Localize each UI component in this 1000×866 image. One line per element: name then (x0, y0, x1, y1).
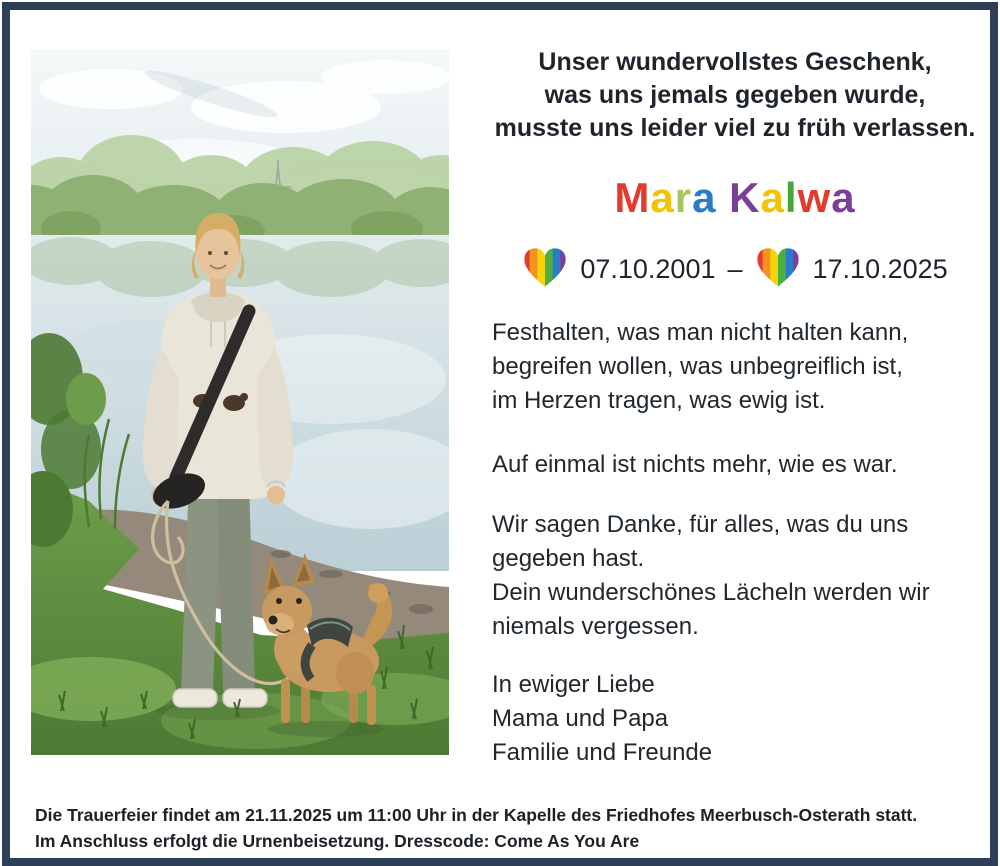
memorial-notice (2, 2, 998, 866)
thanks-line: Wir sagen Danke, für alles, was du uns (492, 511, 909, 538)
headline-line: was uns jemals gegeben wurde, (544, 81, 926, 109)
closing-line: Familie und Freunde (492, 739, 713, 766)
verse-line: begreifen wollen, was unbegreiflich ist, (492, 353, 903, 380)
closing-line: In ewiger Liebe (492, 671, 655, 698)
funeral-info (35, 802, 985, 854)
deceased-name: Mara Kalwa (614, 174, 856, 221)
thanks-paragraph (492, 508, 930, 644)
verse-line: im Herzen tragen, was ewig ist. (492, 387, 826, 414)
dog-shadow (268, 721, 384, 737)
birth-date: 07.10.2001 (580, 253, 716, 284)
verse-line: Festhalten, was man nicht halten kann, (492, 319, 909, 346)
death-date: 17.10.2025 (812, 253, 948, 284)
thanks-line: gegeben hast. (492, 545, 645, 572)
memorial-photo (31, 49, 449, 755)
thanks-line: niemals vergessen. (492, 613, 699, 640)
closing-paragraph (492, 668, 712, 770)
funeral-info-line: Im Anschluss erfolgt die Urnenbeisetzung. Dresscode: Come As You Are (35, 831, 640, 851)
date-separator: – (727, 253, 743, 284)
closing-line: Mama und Papa (492, 705, 669, 732)
headline (462, 46, 1000, 145)
funeral-info-line: Die Trauerfeier findet am 21.11.2025 um 11:00 Uhr in der Kapelle des Friedhofes Meerbusch-Osterath statt. (35, 805, 918, 825)
rainbow-heart-icon (522, 246, 568, 292)
headline-line: Unser wundervollstes Geschenk, (538, 48, 932, 76)
memorial-verse (492, 316, 908, 418)
rainbow-heart-icon (755, 246, 801, 292)
thanks-line: Dein wunderschönes Lächeln werden wir (492, 579, 930, 606)
interlude-line: Auf einmal ist nichts mehr, wie es war. (492, 451, 898, 478)
headline-line: musste uns leider viel zu früh verlassen. (494, 114, 976, 142)
life-dates (462, 242, 1000, 296)
